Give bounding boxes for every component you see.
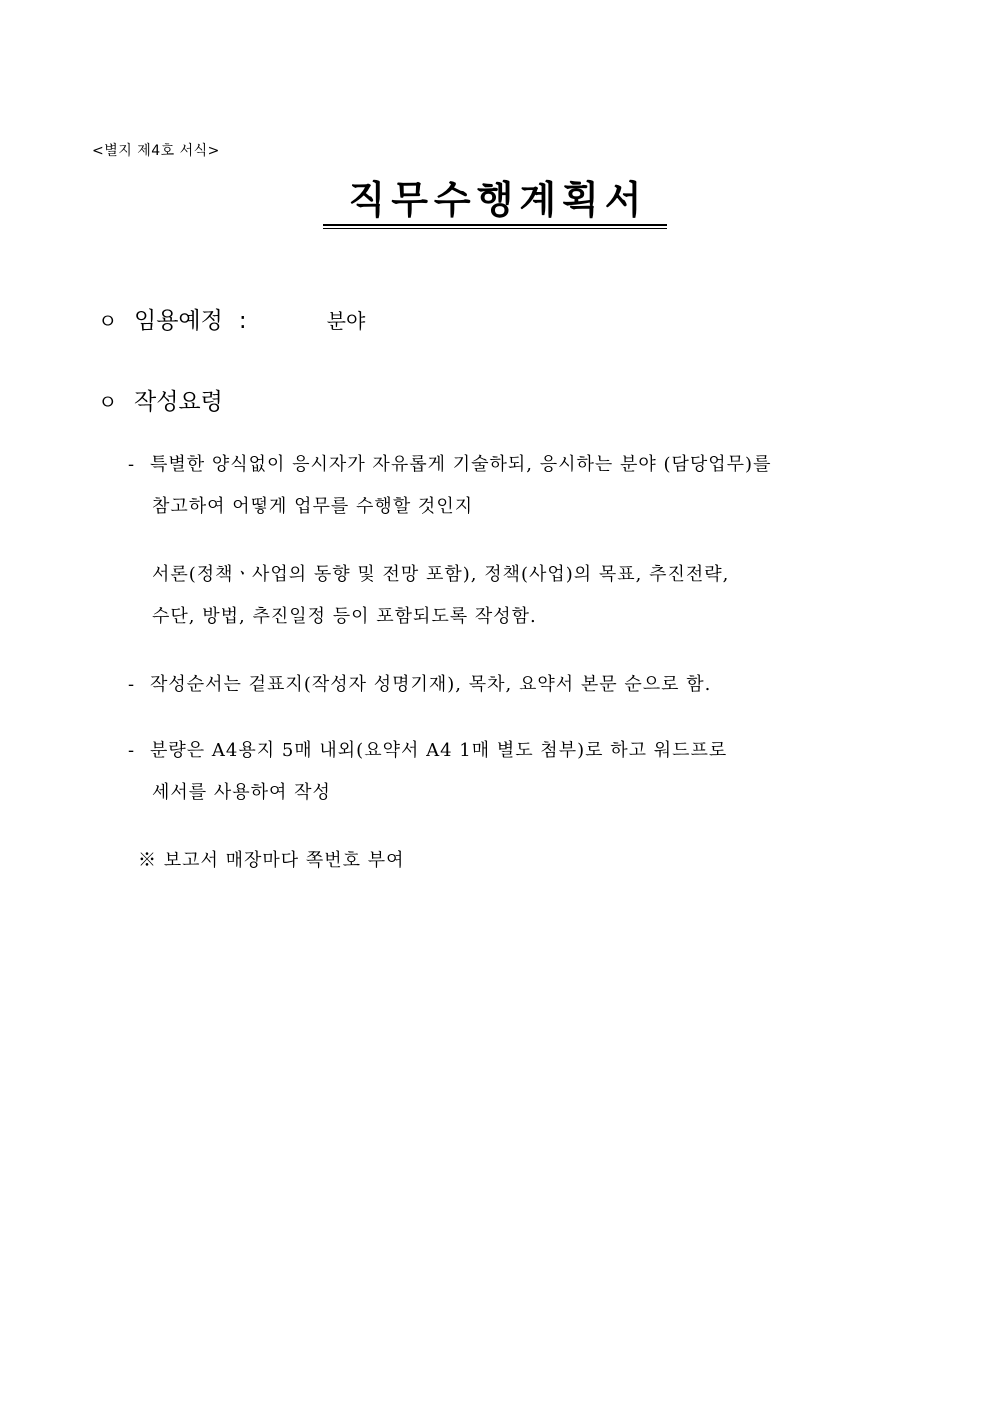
- guideline-item-1-line-2: 참고하여 어떻게 업무를 수행할 것인지: [152, 496, 474, 517]
- form-number-label: <별지 제4호 서식>: [92, 143, 220, 159]
- guideline-item-1-line-4: 수단, 방법, 추진일정 등이 포함되도록 작성함.: [152, 606, 537, 627]
- page-number-note: ※ 보고서 매장마다 쪽번호 부여: [138, 850, 405, 871]
- bullet-circle: ㅇ: [98, 390, 118, 414]
- title-block: [323, 172, 667, 229]
- document-title: 직무수행계획서: [348, 177, 648, 222]
- list-dash: -: [128, 674, 136, 695]
- guideline-item-1-line-1: [128, 446, 771, 484]
- guideline-item-3-line-2: 세서를 사용하여 작성: [152, 782, 331, 803]
- guideline-text: 분량은 A4용지 5매 내외(요약서 A4 1매 별도 첨부)로 하고 워드프로: [150, 740, 728, 761]
- guideline-item-2: [128, 666, 711, 704]
- guideline-item-3-line-1: [128, 732, 727, 770]
- field-label: 분야: [326, 309, 366, 333]
- guideline-text: 특별한 양식없이 응시자가 자유롭게 기술하되, 응시하는 분야 (담당업무)를: [150, 454, 772, 475]
- guidelines-heading: 작성요령: [134, 389, 223, 415]
- appointment-label: 임용예정: [134, 308, 223, 334]
- list-dash: -: [128, 454, 136, 475]
- colon-separator: :: [238, 308, 247, 334]
- bullet-circle: ㅇ: [98, 309, 118, 333]
- appointment-field-row: [98, 302, 365, 335]
- guideline-item-1-line-3: 서론(정책ㆍ사업의 동향 및 전망 포함), 정책(사업)의 목표, 추진전략,: [152, 564, 730, 585]
- guideline-text: 작성순서는 겉표지(작성자 성명기재), 목차, 요약서 본문 순으로 함.: [150, 674, 712, 695]
- guidelines-heading-row: [98, 383, 223, 416]
- list-dash: -: [128, 740, 136, 761]
